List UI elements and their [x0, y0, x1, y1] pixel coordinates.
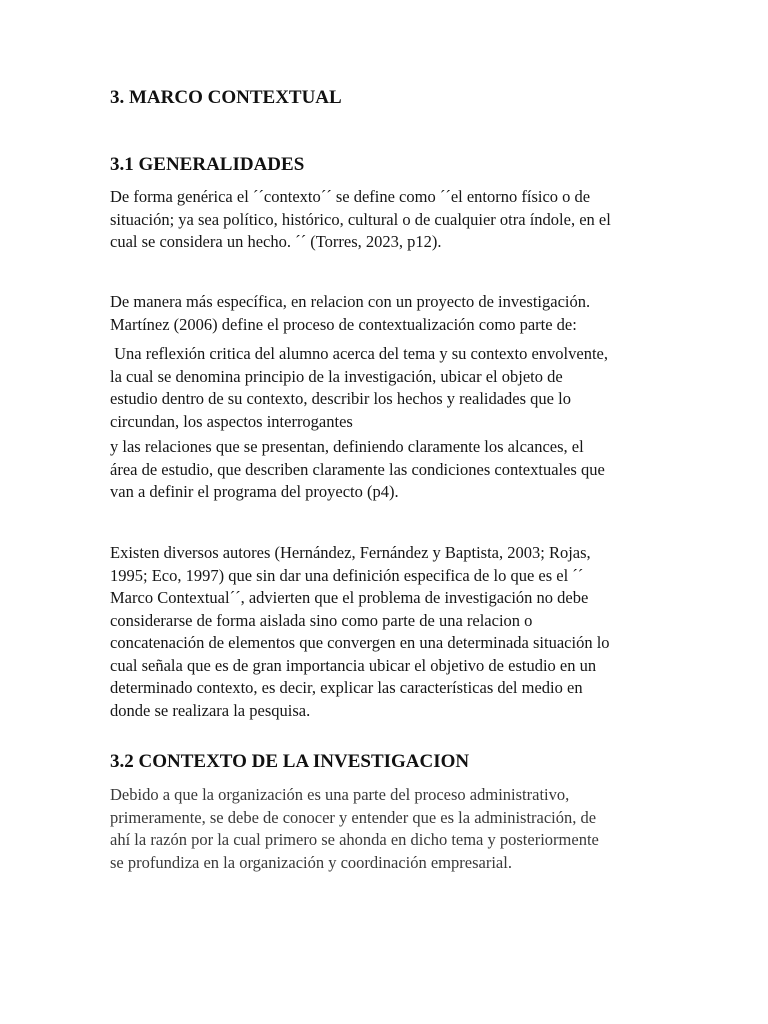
paragraph-authors [110, 542, 662, 722]
paragraph-context-definition [110, 186, 662, 254]
text-line: van a definir el programa del proyecto (p4). [110, 482, 399, 501]
text-line: primeramente, se debe de conocer y entender que es la administración, de [110, 807, 597, 827]
text-line: y las relaciones que se presentan, definiendo claramente los alcances, el [110, 437, 584, 456]
text-line: circundan, los aspectos interrogantes [110, 411, 353, 431]
text-line: considerarse de forma aislada sino como parte de una relacion o [110, 610, 533, 630]
section-title: 3. MARCO CONTEXTUAL [110, 87, 342, 108]
subsection-title-generalidades: 3.1 GENERALIDADES [110, 154, 305, 175]
paragraph-quote-part-1 [110, 343, 662, 433]
text-line: Debido a que la organización es una parte del proceso administrativo, [110, 785, 570, 804]
text-line: concatenación de elementos que convergen en una determinada situación lo [110, 633, 610, 652]
text-line: cual se considera un hecho. ´´ (Torres, 2023, p12). [110, 232, 442, 251]
text-line: De forma genérica el ´´contexto´´ se define como ´´el entorno físico o de [110, 187, 591, 206]
text-line: Una reflexión critica del alumno acerca del tema y su contexto envolvente, [110, 344, 608, 363]
subsection-title-contexto: 3.2 CONTEXTO DE LA INVESTIGACION [110, 751, 470, 772]
text-line: situación; ya sea político, histórico, cultural o de cualquier otra índole, en el [110, 209, 611, 229]
paragraph-specific-definition [110, 291, 662, 336]
paragraph-research-context [110, 784, 662, 874]
text-line: 1995; Eco, 1997) que sin dar una definición especifica de lo que es el ´´ [110, 565, 584, 585]
text-line: estudio dentro de su contexto, describir los hechos y realidades que lo [110, 389, 571, 408]
text-line: De manera más específica, en relacion con un proyecto de investigación. [110, 292, 591, 311]
text-line: Martínez (2006) define el proceso de contextualización como parte de: [110, 314, 577, 334]
text-line: Marco Contextual´´, advierten que el problema de investigación no debe [110, 588, 589, 607]
text-line: la cual se denomina principio de la investigación, ubicar el objeto de [110, 366, 563, 386]
text-line: donde se realizara la pesquisa. [110, 700, 311, 720]
text-line: ahí la razón por la cual primero se ahonda en dicho tema y posteriormente [110, 830, 599, 849]
text-line: área de estudio, que describen claramente las condiciones contextuales que [110, 459, 605, 479]
text-line: cual señala que es de gran importancia ubicar el objetivo de estudio en un [110, 655, 597, 675]
paragraph-quote-part-2 [110, 436, 662, 504]
text-line: se profundiza en la organización y coordinación empresarial. [110, 852, 512, 872]
text-line: Existen diversos autores (Hernández, Fernández y Baptista, 2003; Rojas, [110, 543, 591, 562]
text-line: determinado contexto, es decir, explicar las características del medio en [110, 678, 583, 697]
